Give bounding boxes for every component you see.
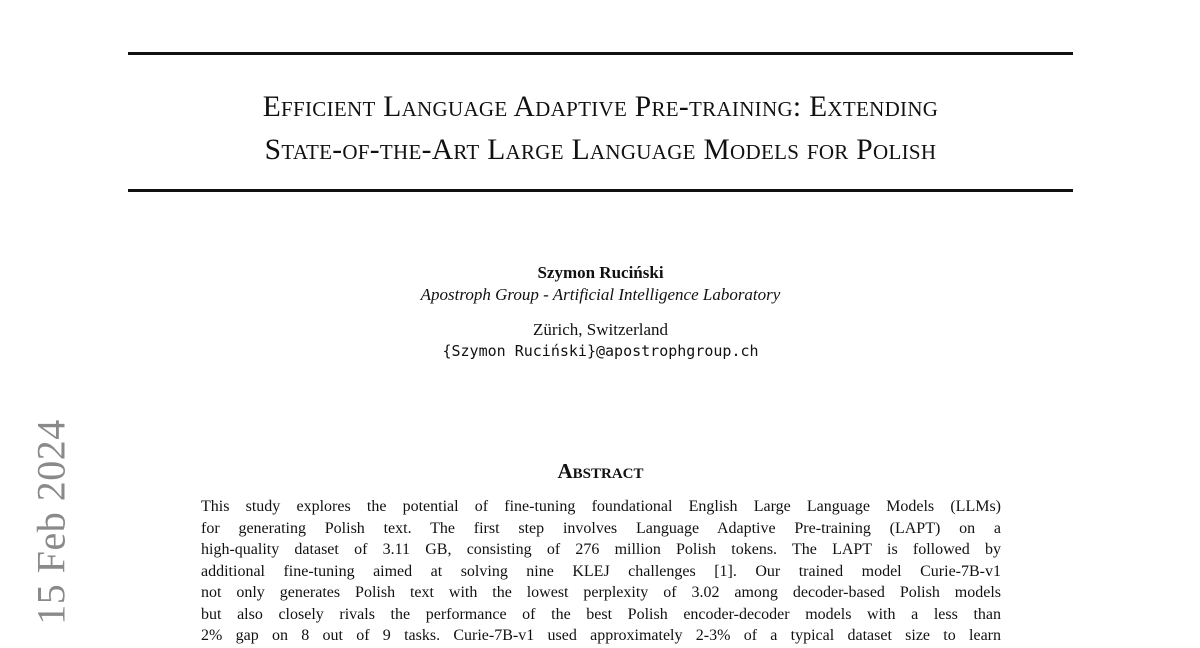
title-top-rule <box>128 52 1073 55</box>
author-name: Szymon Ruciński <box>537 263 664 282</box>
abstract-heading: Abstract <box>557 459 644 483</box>
abstract-line: not only generates Polish text with the lowest perplexity of 3.02 among decoder-based Polish models <box>201 584 1001 601</box>
abstract-line: 2% gap on 8 out of 9 tasks. Curie-7B-v1 used approximately 2-3% of a typical dataset size to learn <box>201 627 1001 644</box>
author-location: Zürich, Switzerland <box>532 320 668 339</box>
author-block <box>128 262 1073 361</box>
abstract-line: additional fine-tuning aimed at solving nine KLEJ challenges [1]. Our trained model Curie-7B-v1 <box>201 562 1001 580</box>
author-email: {Szymon Ruciński}@apostrophgroup.ch <box>442 342 759 360</box>
abstract-line: for generating Polish text. The first step involves Language Adaptive Pre-training (LAPT) on a <box>201 519 1001 537</box>
author-affiliation: Apostroph Group - Artificial Intelligence Laboratory <box>420 285 781 304</box>
abstract-line: This study explores the potential of fine-tuning foundational English Large Language Models (LLMs) <box>201 498 1001 515</box>
title-bottom-rule <box>128 189 1073 192</box>
abstract-line: but also closely rivals the performance of the best Polish encoder-decoder models with a less than <box>201 605 1001 623</box>
paper-title <box>128 86 1073 172</box>
paper-title-line-2: State-of-the-Art Large Language Models for Polish <box>264 134 937 166</box>
paper-title-line-1: Efficient Language Adaptive Pre-training: Extending <box>262 91 939 123</box>
abstract-body <box>201 496 1001 647</box>
arxiv-date-stamp: 15 Feb 2024 <box>28 419 74 625</box>
abstract-line: high-quality dataset of 3.11 GB, consisting of 276 million Polish tokens. The LAPT is followed by <box>201 541 1001 558</box>
